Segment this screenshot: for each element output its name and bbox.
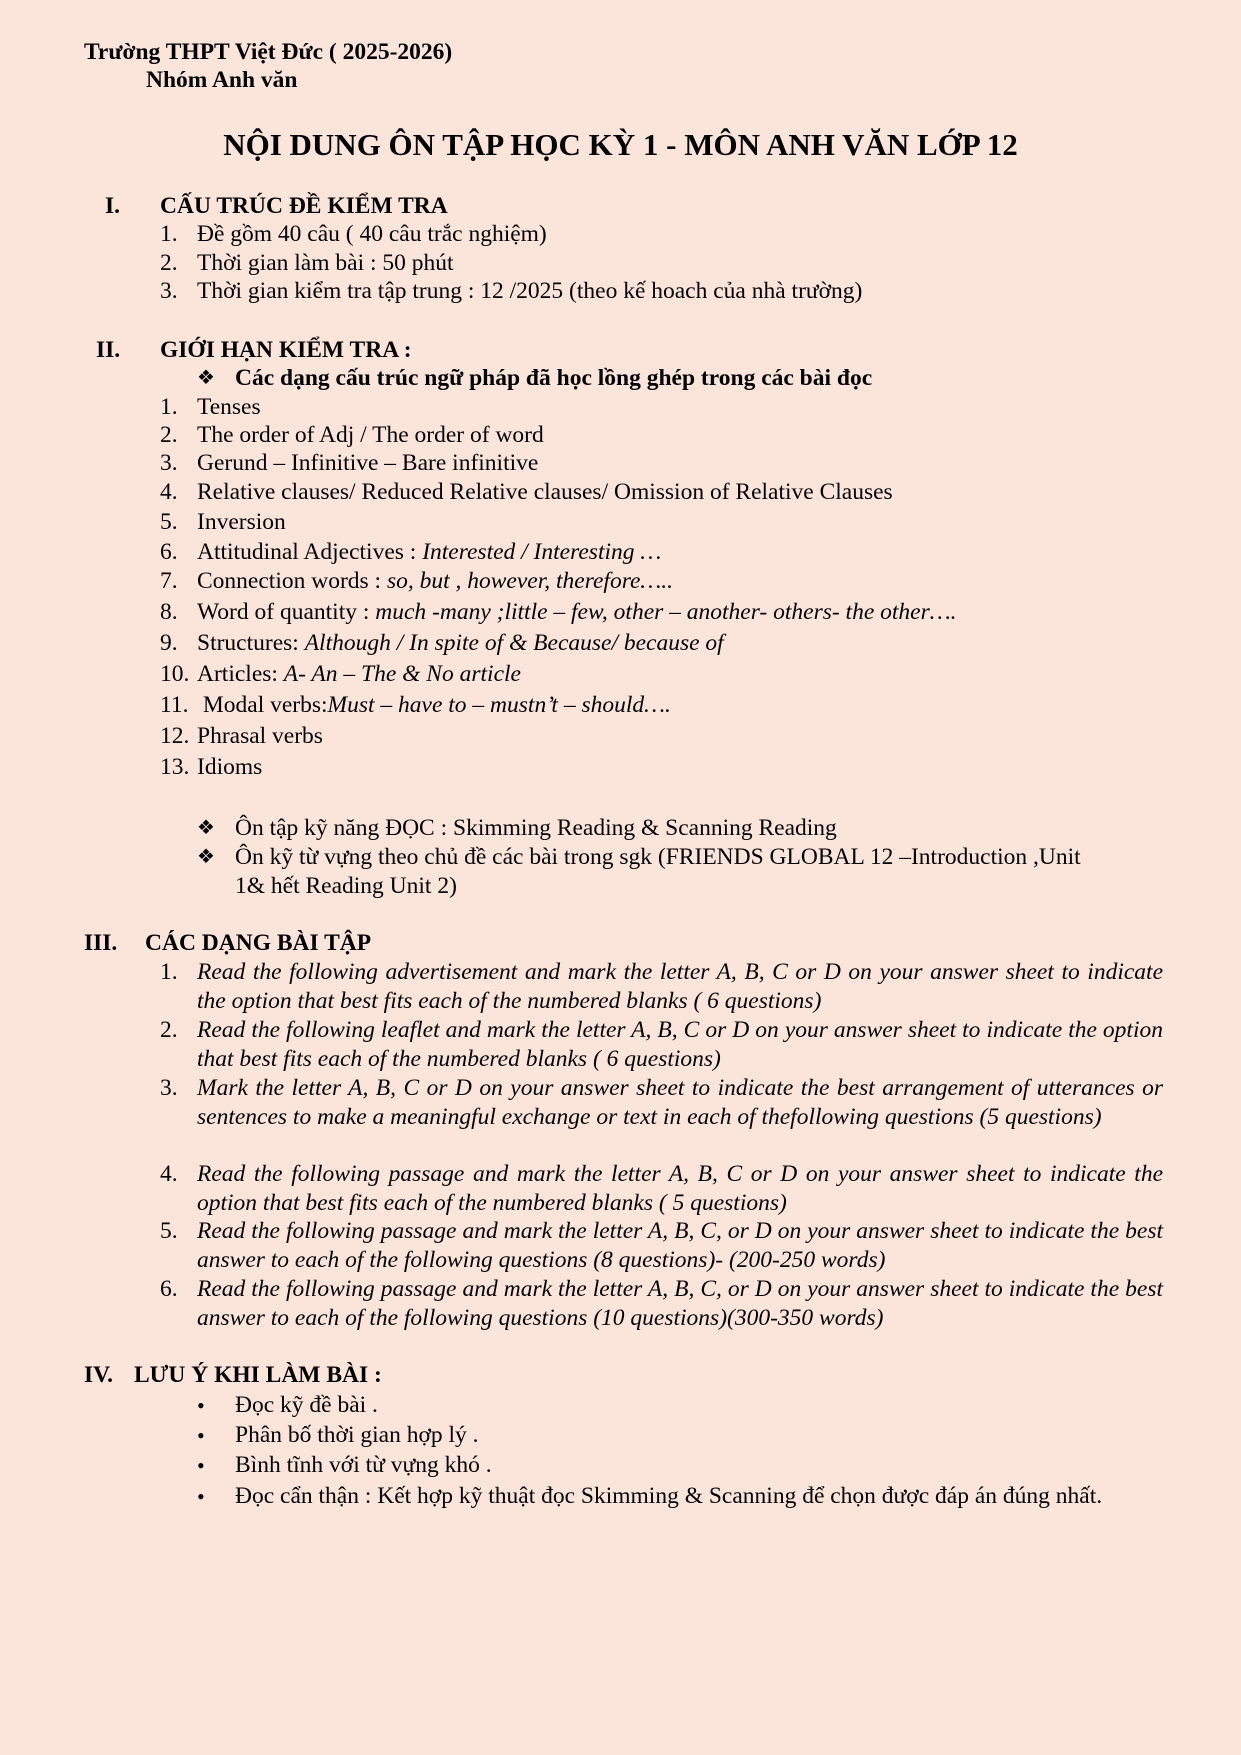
section-3-number: III. xyxy=(84,930,118,956)
s4-bullet-1: Đọc kỹ đề bài . xyxy=(235,1392,378,1418)
s1-item-1-text: Đề gồm 40 câu ( 40 câu trắc nghiệm) xyxy=(197,221,547,247)
s2-item-12-text: Phrasal verbs xyxy=(197,723,323,749)
s2-item-2-text: The order of Adj / The order of word xyxy=(197,422,544,448)
s2-item-7-text: Connection words : so, but , however, therefore….. xyxy=(197,568,674,594)
page-title: NỘI DUNG ÔN TẬP HỌC KỲ 1 - MÔN ANH VĂN LỚP 12 xyxy=(223,127,1018,162)
s2-item-8-text: Word of quantity : much -many ;little – few, other – another- others- the other…. xyxy=(197,599,957,625)
s2-subheading: Các dạng cấu trúc ngữ pháp đã học lồng ghép trong các bài đọc xyxy=(235,365,873,391)
group-name: Nhóm Anh văn xyxy=(146,67,298,93)
section-4-title: LƯU Ý KHI LÀM BÀI : xyxy=(134,1362,382,1388)
s4-bullet-4: Đọc cẩn thận : Kết hợp kỹ thuật đọc Skimming & Scanning để chọn được đáp án đúng nhất. xyxy=(235,1483,1103,1509)
s2-item-9-number: 9. xyxy=(160,630,178,656)
diamond-bullet-icon: ❖ xyxy=(197,846,215,868)
s1-item-2-number: 2. xyxy=(160,250,178,276)
section-2-title: GIỚI HẠN KIỂM TRA : xyxy=(160,337,412,363)
s2-item-5-text: Inversion xyxy=(197,509,286,535)
s2-bullet-1: Ôn tập kỹ năng ĐỌC : Skimming Reading & Scanning Reading xyxy=(235,815,837,841)
s2-item-1-text: Tenses xyxy=(197,394,261,420)
s2-item-2-number: 2. xyxy=(160,422,178,448)
s2-item-5-number: 5. xyxy=(160,509,178,535)
s1-item-3-text: Thời gian kiểm tra tập trung : 12 /2025 (theo kế hoach của nhà trường) xyxy=(197,278,863,304)
s3-item-1-number: 1. xyxy=(160,959,178,985)
s2-item-1-number: 1. xyxy=(160,394,178,420)
section-4-number: IV. xyxy=(84,1362,113,1388)
s2-bullet-2: Ôn kỹ từ vựng theo chủ đề các bài trong sgk (FRIENDS GLOBAL 12 –Introduction ,Unit xyxy=(235,844,1081,870)
s3-item-5-number: 5. xyxy=(160,1218,178,1244)
s1-item-2-text: Thời gian làm bài : 50 phút xyxy=(197,250,454,276)
s2-item-13-text: Idioms xyxy=(197,754,263,780)
s2-item-4-text: Relative clauses/ Reduced Relative clauses/ Omission of Relative Clauses xyxy=(197,479,893,505)
s2-item-9-text: Structures: Although / In spite of & Because/ because of xyxy=(197,630,724,656)
school-name: Trường THPT Việt Đức ( 2025-2026) xyxy=(84,39,453,65)
s2-item-11-text: Modal verbs:Must – have to – mustn’t – should…. xyxy=(197,692,671,718)
diamond-bullet-icon: ❖ xyxy=(197,817,215,839)
s3-item-2-number: 2. xyxy=(160,1017,178,1043)
s3-item-3-number: 3. xyxy=(160,1075,178,1101)
s2-item-7-number: 7. xyxy=(160,568,178,594)
s3-item-6-text: Read the following passage and mark the letter A, B, C, or D on your answer sheet to indicate the best answer to each of the following questions (10 questions)(300-350 words) xyxy=(197,1276,1163,1331)
s2-item-10-text: Articles: A- An – The & No article xyxy=(197,661,521,687)
s3-item-2-text: Read the following leaflet and mark the letter A, B, C or D on your answer sheet to indicate the option that best fits each of the numbered blanks ( 6 questions) xyxy=(197,1017,1163,1072)
s4-bullet-2: Phân bố thời gian hợp lý . xyxy=(235,1422,479,1448)
s1-item-3-number: 3. xyxy=(160,278,178,304)
section-2-number: II. xyxy=(96,337,121,363)
s2-item-8-number: 8. xyxy=(160,599,178,625)
diamond-bullet-icon: ❖ xyxy=(197,367,215,389)
s2-item-6-number: 6. xyxy=(160,539,178,565)
s2-item-4-number: 4. xyxy=(160,479,178,505)
s2-item-11-number: 11. xyxy=(160,692,189,718)
s3-item-5-text: Read the following passage and mark the letter A, B, C, or D on your answer sheet to indicate the best answer to each of the following questions (8 questions)- (200-250 words) xyxy=(197,1218,1163,1273)
s2-bullet-2-continued: 1& hết Reading Unit 2) xyxy=(235,873,457,899)
s2-item-13-number: 13. xyxy=(160,754,190,780)
section-3-title: CÁC DẠNG BÀI TẬP xyxy=(145,930,372,956)
dot-bullet-icon: • xyxy=(197,1393,205,1418)
dot-bullet-icon: • xyxy=(197,1484,205,1509)
s2-item-3-number: 3. xyxy=(160,450,178,476)
s2-item-12-number: 12. xyxy=(160,723,190,749)
s3-item-6-number: 6. xyxy=(160,1276,178,1302)
section-1-number: I. xyxy=(105,193,121,219)
s3-item-3-text: Mark the letter A, B, C or D on your answer sheet to indicate the best arrangement of utterances or sentences to make a meaningful exchange or text in each of thefollowing questions (5 questions) xyxy=(197,1075,1163,1130)
s3-item-4-text: Read the following passage and mark the letter A, B, C or D on your answer sheet to indicate the option that best fits each of the numbered blanks ( 5 questions) xyxy=(197,1161,1163,1216)
dot-bullet-icon: • xyxy=(197,1453,205,1478)
dot-bullet-icon: • xyxy=(197,1423,205,1448)
s1-item-1-number: 1. xyxy=(160,221,178,247)
s2-item-10-number: 10. xyxy=(160,661,190,687)
s2-item-3-text: Gerund – Infinitive – Bare infinitive xyxy=(197,450,539,476)
s4-bullet-3: Bình tĩnh với từ vựng khó . xyxy=(235,1452,492,1478)
section-1-title: CẤU TRÚC ĐỀ KIỂM TRA xyxy=(160,193,448,219)
s3-item-4-number: 4. xyxy=(160,1161,178,1187)
s2-item-6-text: Attitudinal Adjectives : Interested / Interesting … xyxy=(197,539,662,565)
s3-item-1-text: Read the following advertisement and mark the letter A, B, C or D on your answer sheet to indicate the option that best fits each of the numbered blanks ( 6 questions) xyxy=(197,959,1163,1014)
